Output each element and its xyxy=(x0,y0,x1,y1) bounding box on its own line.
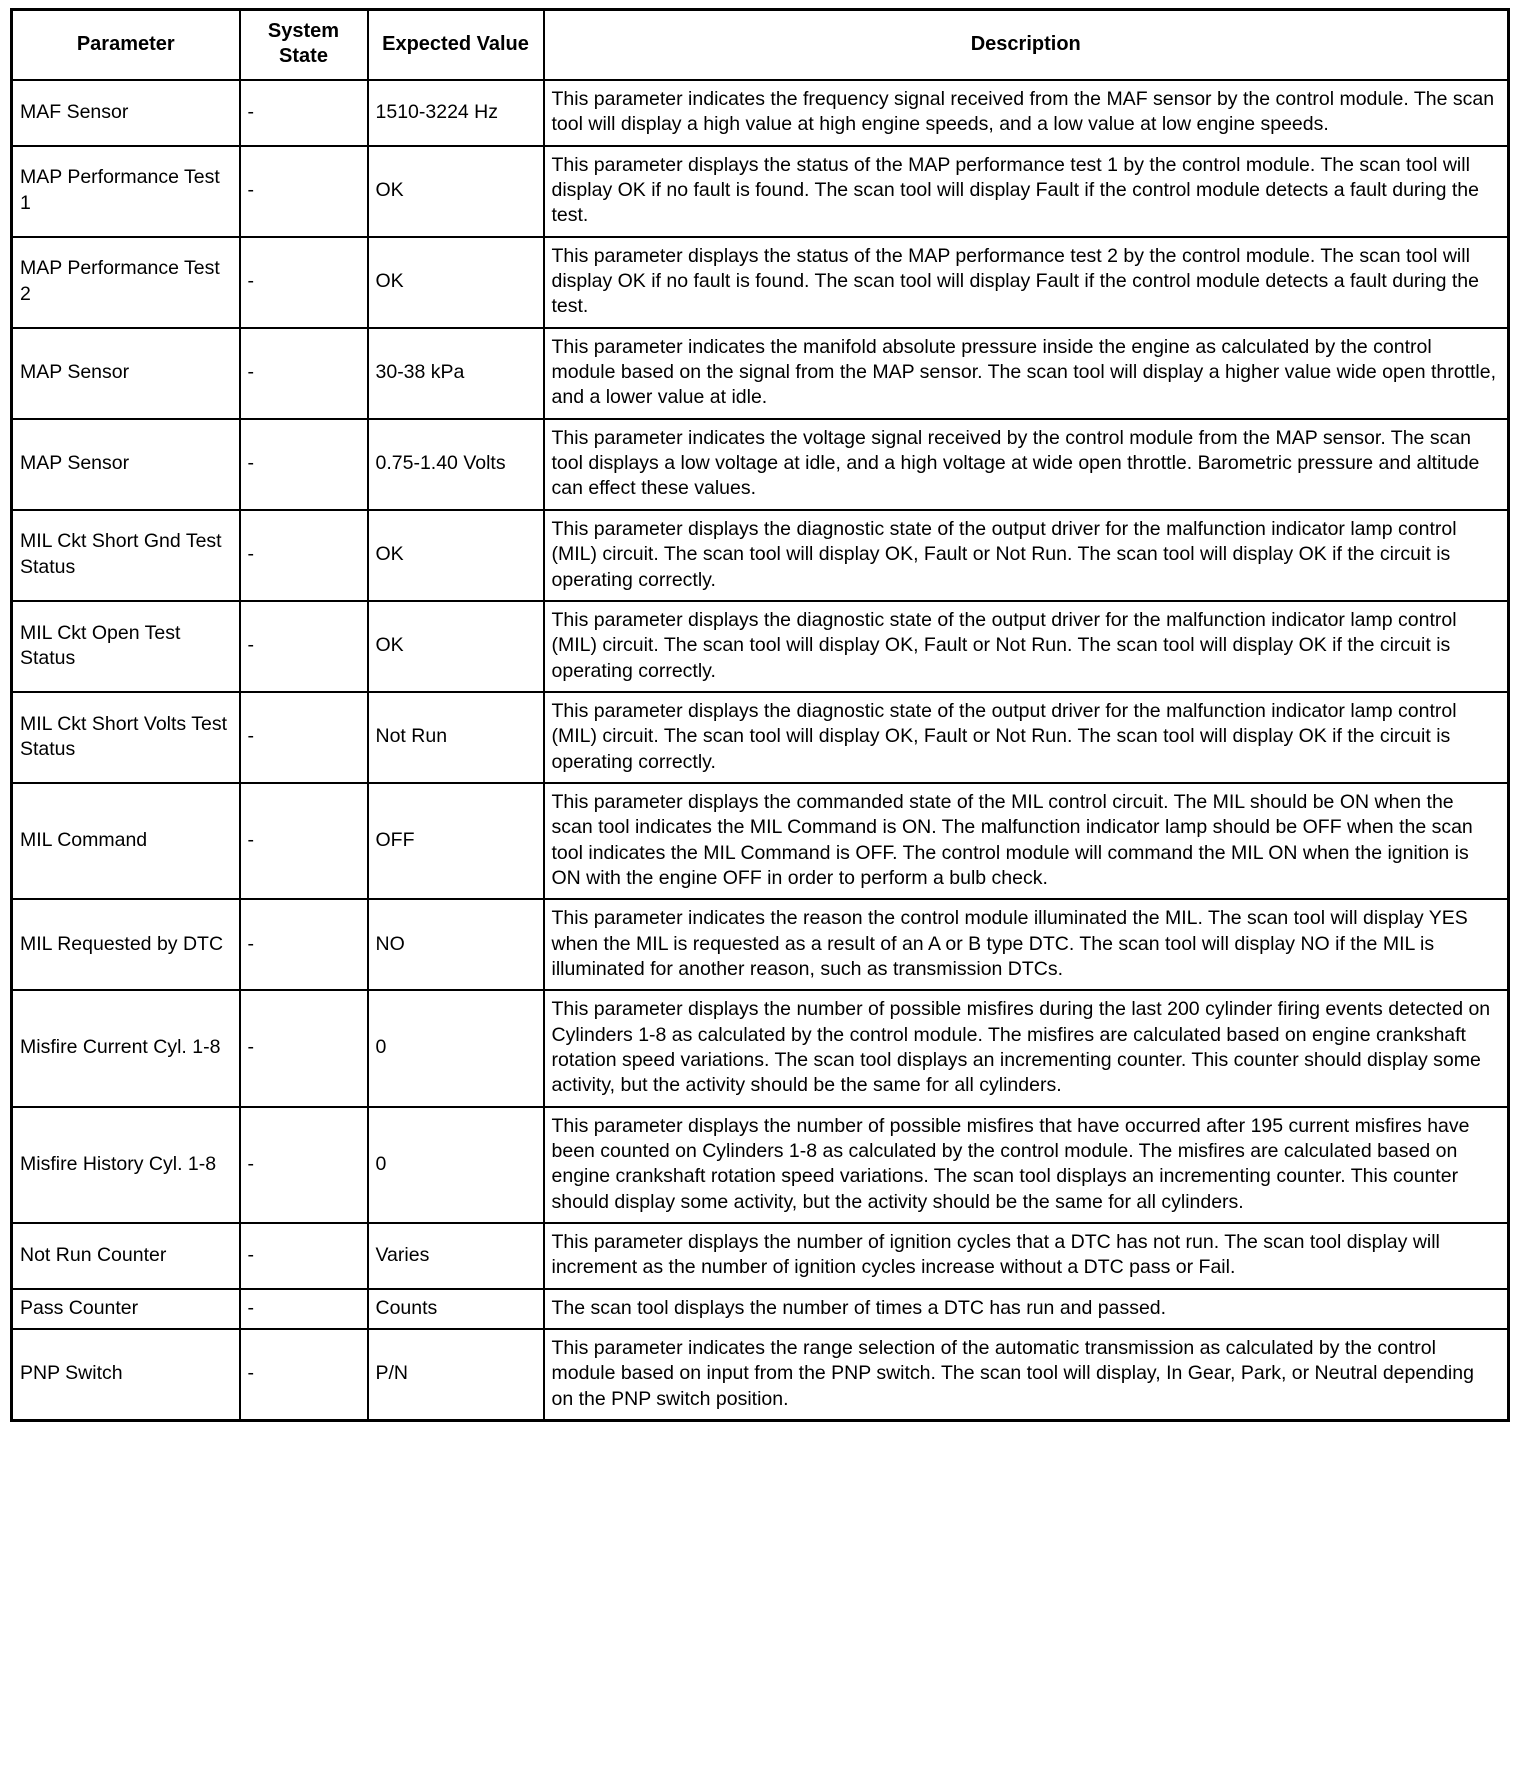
table-row xyxy=(12,899,1509,990)
cell-parameter: MAP Performance Test 1 xyxy=(12,146,240,237)
cell-description: This parameter displays the number of possible misfires during the last 200 cylinder firing events detected on Cylinders 1-8 as calculated by the control module. The misfires are calculated based on engine crankshaft rotation speed variations. The scan tool displays an incrementing counter. This counter should display some activity, but the activity should be the same for all cylinders. xyxy=(544,990,1509,1106)
table-row xyxy=(12,1289,1509,1329)
cell-expected-value: P/N xyxy=(368,1329,544,1421)
cell-system-state: - xyxy=(240,990,368,1106)
column-header-parameter: Parameter xyxy=(12,10,240,81)
table-row xyxy=(12,328,1509,419)
cell-expected-value: OFF xyxy=(368,783,544,899)
table-row xyxy=(12,1223,1509,1289)
cell-system-state: - xyxy=(240,328,368,419)
cell-system-state: - xyxy=(240,419,368,510)
table-row xyxy=(12,1329,1509,1421)
cell-system-state: - xyxy=(240,510,368,601)
table-row xyxy=(12,80,1509,146)
cell-expected-value: OK xyxy=(368,146,544,237)
cell-expected-value: OK xyxy=(368,237,544,328)
cell-expected-value: Varies xyxy=(368,1223,544,1289)
cell-system-state: - xyxy=(240,80,368,146)
cell-system-state: - xyxy=(240,1223,368,1289)
cell-expected-value: Counts xyxy=(368,1289,544,1329)
cell-parameter: MAP Sensor xyxy=(12,328,240,419)
column-header-system-state xyxy=(240,10,368,81)
cell-parameter: MAP Performance Test 2 xyxy=(12,237,240,328)
cell-description: This parameter displays the commanded state of the MIL control circuit. The MIL should be ON when the scan tool indicates the MIL Command is ON. The malfunction indicator lamp should be OFF when the scan tool indicates the MIL Command is OFF. The control module will command the MIL ON when the ignition is ON with the engine OFF in order to perform a bulb check. xyxy=(544,783,1509,899)
cell-expected-value: Not Run xyxy=(368,692,544,783)
cell-system-state: - xyxy=(240,1289,368,1329)
column-header-expected-value: Expected Value xyxy=(368,10,544,81)
parameter-table xyxy=(10,8,1510,1422)
cell-description: This parameter displays the status of the MAP performance test 2 by the control module. The scan tool will display OK if no fault is found. The scan tool will display Fault if the control module detects a fault during the test. xyxy=(544,237,1509,328)
cell-parameter: MIL Ckt Short Gnd Test Status xyxy=(12,510,240,601)
table-row xyxy=(12,692,1509,783)
table-row xyxy=(12,783,1509,899)
cell-description: This parameter indicates the reason the control module illuminated the MIL. The scan tool will display YES when the MIL is requested as a result of an A or B type DTC. The scan tool will display NO if the MIL is illuminated for another reason, such as transmission DTCs. xyxy=(544,899,1509,990)
cell-parameter: MIL Ckt Short Volts Test Status xyxy=(12,692,240,783)
cell-parameter: Misfire Current Cyl. 1-8 xyxy=(12,990,240,1106)
cell-parameter: MIL Ckt Open Test Status xyxy=(12,601,240,692)
table-body xyxy=(12,80,1509,1421)
cell-expected-value: OK xyxy=(368,601,544,692)
table-header xyxy=(12,10,1509,81)
cell-expected-value: OK xyxy=(368,510,544,601)
cell-parameter: Pass Counter xyxy=(12,1289,240,1329)
table-row xyxy=(12,1107,1509,1223)
cell-description: This parameter indicates the voltage signal received by the control module from the MAP sensor. The scan tool displays a low voltage at idle, and a high voltage at wide open throttle. Barometric pressure and altitude can effect these values. xyxy=(544,419,1509,510)
table-row xyxy=(12,146,1509,237)
cell-system-state: - xyxy=(240,146,368,237)
cell-expected-value: 0.75-1.40 Volts xyxy=(368,419,544,510)
cell-parameter: MAF Sensor xyxy=(12,80,240,146)
cell-system-state: - xyxy=(240,899,368,990)
cell-system-state: - xyxy=(240,692,368,783)
cell-parameter: MAP Sensor xyxy=(12,419,240,510)
table-header-row xyxy=(12,10,1509,81)
cell-system-state: - xyxy=(240,783,368,899)
column-header-description: Description xyxy=(544,10,1509,81)
cell-parameter: PNP Switch xyxy=(12,1329,240,1421)
cell-system-state: - xyxy=(240,1329,368,1421)
column-header-system-state-line2: State xyxy=(279,45,328,67)
cell-description: This parameter indicates the manifold absolute pressure inside the engine as calculated by the control module based on the signal from the MAP sensor. The scan tool will display a higher value wide open throttle, and a lower value at idle. xyxy=(544,328,1509,419)
cell-system-state: - xyxy=(240,1107,368,1223)
cell-system-state: - xyxy=(240,237,368,328)
cell-expected-value: 1510-3224 Hz xyxy=(368,80,544,146)
cell-description: This parameter indicates the range selection of the automatic transmission as calculated by the control module based on input from the PNP switch. The scan tool will display, In Gear, Park, or Neutral depending on the PNP switch position. xyxy=(544,1329,1509,1421)
cell-description: This parameter displays the diagnostic state of the output driver for the malfunction indicator lamp control (MIL) circuit. The scan tool will display OK, Fault or Not Run. The scan tool will display OK if the circuit is operating correctly. xyxy=(544,601,1509,692)
cell-parameter: Misfire History Cyl. 1-8 xyxy=(12,1107,240,1223)
cell-description: This parameter displays the number of ignition cycles that a DTC has not run. The scan tool display will increment as the number of ignition cycles increase without a DTC pass or Fail. xyxy=(544,1223,1509,1289)
cell-expected-value: NO xyxy=(368,899,544,990)
cell-description: This parameter indicates the frequency signal received from the MAF sensor by the control module. The scan tool will display a high value at high engine speeds, and a low value at low engine speeds. xyxy=(544,80,1509,146)
cell-parameter: MIL Requested by DTC xyxy=(12,899,240,990)
cell-description: This parameter displays the number of possible misfires that have occurred after 195 current misfires have been counted on Cylinders 1-8 as calculated by the control module. The misfires are calculated based on engine crankshaft rotation speed variations. The scan tool displays an incrementing counter. This counter should display some activity, but the activity should be the same for all cylinders. xyxy=(544,1107,1509,1223)
cell-system-state: - xyxy=(240,601,368,692)
cell-expected-value: 0 xyxy=(368,1107,544,1223)
cell-description: This parameter displays the status of the MAP performance test 1 by the control module. The scan tool will display OK if no fault is found. The scan tool will display Fault if the control module detects a fault during the test. xyxy=(544,146,1509,237)
table-row xyxy=(12,510,1509,601)
cell-description: This parameter displays the diagnostic state of the output driver for the malfunction indicator lamp control (MIL) circuit. The scan tool will display OK, Fault or Not Run. The scan tool will display OK if the circuit is operating correctly. xyxy=(544,510,1509,601)
cell-expected-value: 30-38 kPa xyxy=(368,328,544,419)
cell-description: The scan tool displays the number of times a DTC has run and passed. xyxy=(544,1289,1509,1329)
table-row xyxy=(12,237,1509,328)
column-header-system-state-line1: System xyxy=(267,20,340,42)
table-row xyxy=(12,601,1509,692)
cell-parameter: MIL Command xyxy=(12,783,240,899)
cell-parameter: Not Run Counter xyxy=(12,1223,240,1289)
cell-expected-value: 0 xyxy=(368,990,544,1106)
cell-description: This parameter displays the diagnostic state of the output driver for the malfunction indicator lamp control (MIL) circuit. The scan tool will display OK, Fault or Not Run. The scan tool will display OK if the circuit is operating correctly. xyxy=(544,692,1509,783)
table-row xyxy=(12,419,1509,510)
table-row xyxy=(12,990,1509,1106)
